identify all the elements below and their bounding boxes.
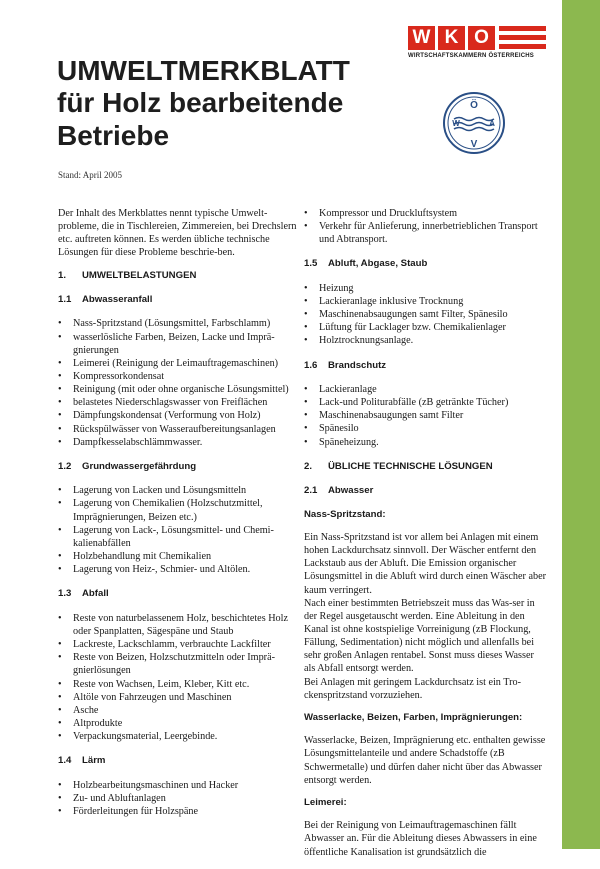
stand-date: Stand: April 2005	[58, 170, 123, 180]
list-item: • Asche	[58, 704, 300, 717]
list-abwasseranfall	[58, 317, 300, 449]
nass-spritzstand-text-3: Bei Anlagen mit geringem Lackdurchsatz ist ein Tro-ckenspritzstand vorzuziehen.	[304, 676, 522, 701]
list-item: • Kompressorkondensat	[58, 370, 300, 383]
list-item: • Lackieranlage inklusive Trocknung	[304, 295, 546, 308]
section-2-1-heading: 2.1 Abwasser	[304, 485, 374, 497]
list-item: • Lagerung von Chemikalien (Holzschutzmittel, Imprägnierungen, Beizen etc.)	[58, 497, 300, 523]
list-item: • Maschinenabsaugungen samt Filter	[304, 409, 546, 422]
oewav-letter-w: W	[452, 119, 460, 128]
nass-spritzstand-heading: Nass-Spritzstand:	[304, 508, 386, 520]
list-abfall	[58, 612, 300, 744]
section-1-heading: 1. UMWELTBELASTUNGEN	[58, 269, 197, 281]
list-item: • Reinigung (mit oder ohne organische Lösungsmittel)	[58, 383, 300, 396]
title-line-1: UMWELTMERKBLATT	[57, 55, 350, 86]
section-1-5-heading: 1.5 Abluft, Abgase, Staub	[304, 258, 428, 270]
oewav-letter-a: A	[489, 119, 495, 128]
list-item: • Kompressor und Druckluftsystem	[304, 207, 546, 220]
section-1-4-heading: 1.4 Lärm	[58, 755, 106, 767]
list-item: • Altprodukte	[58, 717, 300, 730]
page-title	[57, 55, 387, 152]
list-item: • Späneheizung.	[304, 436, 546, 449]
wasserlacke-heading: Wasserlacke, Beizen, Farben, Imprägnierungen:	[304, 711, 523, 723]
section-1-6-heading: 1.6 Brandschutz	[304, 359, 387, 371]
list-item: • Verkehr für Anlieferung, innerbetrieblichen Transport und Abtransport.	[304, 220, 546, 246]
list-abluft	[304, 282, 546, 348]
list-item: • Heizung	[304, 282, 546, 295]
nass-spritzstand-text-1: Ein Nass-Spritzstand ist vor allem bei Anlagen mit einem hohen Lackdurchsatz sinnvoll. Der Wäscher entfernt den Lackstaub aus der Abluft. Die Emission organischer Lösungsmittel in die Abluft wird durch einen Wäscher aber kaum verringert.	[304, 531, 546, 596]
wko-letter-k: K	[438, 26, 465, 50]
section-2-heading: 2. ÜBLICHE TECHNISCHE LÖSUNGEN	[304, 460, 493, 472]
list-item: • Spänesilo	[304, 422, 546, 435]
wasserlacke-text: Wasserlacke, Beizen, Imprägnierung etc. enthalten gewisse Lösungsmittelanteile und andere Schadstoffe (zB Schwermetalle) und dürfen daher nicht über das Abwasser entsorgt werden.	[304, 735, 546, 786]
list-laerm-part2	[304, 207, 546, 246]
list-item: • Lagerung von Heiz-, Schmier- und Altölen.	[58, 563, 300, 576]
leimerei-text: Bei der Reinigung von Leimauftragemaschinen fällt Abwasser an. Für die Ableitung dieses Abwassers in eine öffentliche Kanalisation ist grundsätzlich die	[304, 820, 537, 858]
wko-subtitle: WIRTSCHAFTSKAMMERN ÖSTERREICHS	[408, 53, 534, 59]
list-item: • Lackreste, Lackschlamm, verbrauchte Lackfilter	[58, 638, 300, 651]
list-item: • Holztrocknungsanlage.	[304, 334, 546, 347]
list-grundwasser	[58, 484, 300, 576]
right-column	[304, 207, 546, 869]
list-item: • Dämpfungskondensat (Verformung von Holz)	[58, 409, 300, 422]
list-item: • Lüftung für Lacklager bzw. Chemikalienlager	[304, 321, 546, 334]
list-item: • Reste von Beizen, Holzschutzmitteln oder Imprä-gnierlösungen	[58, 651, 300, 677]
oewav-logo	[442, 91, 506, 155]
left-column	[58, 207, 300, 830]
list-item: • Reste von Wachsen, Leim, Kleber, Kitt etc.	[58, 678, 300, 691]
list-item: • Leimerei (Reinigung der Leimauftragemaschinen)	[58, 357, 300, 370]
oewav-letter-v: V	[470, 139, 478, 150]
list-item: • Verpackungsmaterial, Leergebinde.	[58, 730, 300, 743]
wko-letter-o: O	[468, 26, 495, 50]
list-item: • belastetes Niederschlagswasser von Freiflächen	[58, 396, 300, 409]
list-item: • Holzbehandlung mit Chemikalien	[58, 550, 300, 563]
list-item: • Rückspülwässer von Wasseraufbereitungsanlagen	[58, 423, 300, 436]
wko-letter-w: W	[408, 26, 435, 50]
nass-spritzstand-text-2: Nach einer bestimmten Betriebszeit muss das Was-ser in der Regel ausgetauscht werden. Eine Ableitung in den Kanal ist ohne kostspielige Vorreinigung (zB Flockung, Fällung, Sedimentation) nicht möglich und allenfalls bei sehr großen Anlagen rentabel. Sonst muss dieses Wasser als Abfall entsorgt werden.	[304, 597, 535, 675]
list-item: • Lackieranlage	[304, 383, 546, 396]
list-brandschutz	[304, 383, 546, 449]
list-item: • Dampfkesselabschlämmwasser.	[58, 436, 300, 449]
list-item: • wasserlösliche Farben, Beizen, Lacke und Imprä-gnierungen	[58, 331, 300, 357]
list-item: • Maschinenabsaugungen samt Filter, Spänesilo	[304, 308, 546, 321]
wko-logo	[408, 26, 548, 59]
title-line-2: für Holz bearbeitende	[57, 87, 344, 119]
title-line-3: Betriebe	[57, 119, 170, 151]
section-1-1-heading: 1.1 Abwasseranfall	[58, 294, 153, 305]
list-item: • Reste von naturbelassenem Holz, beschichtetes Holz oder Spanplatten, Sägespäne und Staub	[58, 612, 300, 638]
green-side-bar	[562, 0, 600, 849]
list-item: • Holzbearbeitungsmaschinen und Hacker	[58, 779, 300, 792]
leimerei-heading: Leimerei:	[304, 796, 347, 808]
oewav-letter-oe: Ö	[470, 100, 478, 111]
wko-stripes	[499, 26, 546, 50]
list-item: • Lack-und Politurabfälle (zB getränkte Tücher)	[304, 396, 546, 409]
list-item: • Lagerung von Lacken und Lösungsmitteln	[58, 484, 300, 497]
list-laerm-part1	[58, 779, 300, 818]
section-1-3-heading: 1.3 Abfall	[58, 588, 109, 600]
list-item: • Zu- und Abluftanlagen	[58, 792, 300, 805]
section-1-2-heading: 1.2 Grundwassergefährdung	[58, 460, 197, 472]
list-item: • Nass-Spritzstand (Lösungsmittel, Farbschlamm)	[58, 317, 300, 330]
intro-text: Der Inhalt des Merkblattes nennt typische Umwelt-probleme, die in Tischlereien, Zimmereien, bei Drechslern etc. auftreten können. Es werden übliche technische Lösungen für diese Probleme beschrie-ben.	[58, 208, 297, 259]
list-item: • Altöle von Fahrzeugen und Maschinen	[58, 691, 300, 704]
list-item: • Lagerung von Lack-, Lösungsmittel- und Chemi-kalienabfällen	[58, 524, 300, 550]
list-item: • Förderleitungen für Holzspäne	[58, 805, 300, 818]
